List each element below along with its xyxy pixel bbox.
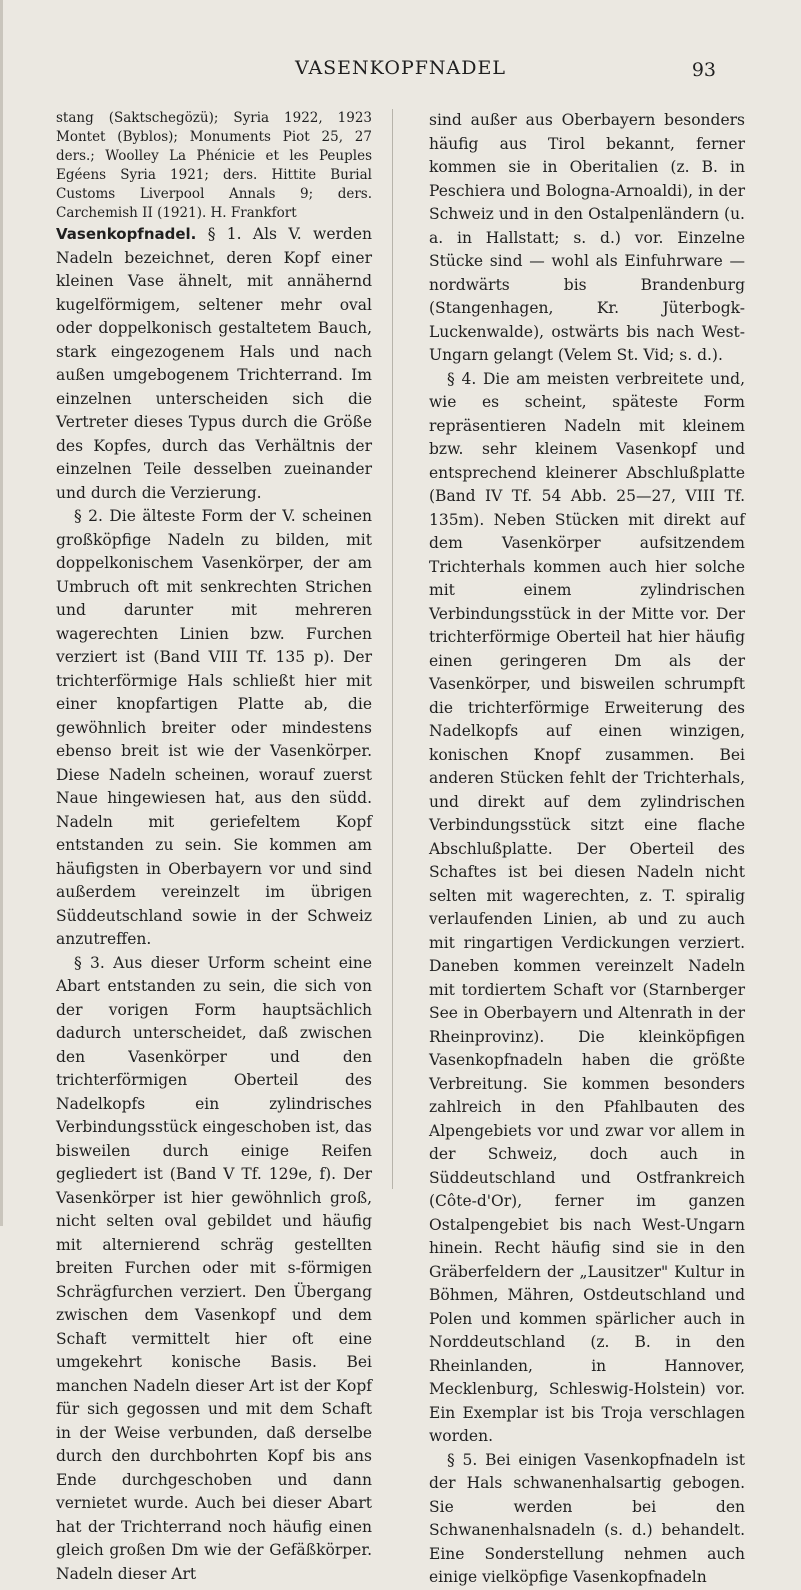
right-column	[429, 109, 745, 1590]
entry-paragraph-1	[56, 223, 372, 505]
column-rule	[392, 109, 393, 1189]
references-continuation: stang (Saktschegözü); Syria 1922, 1923 Montet (Byblos); Monuments Piot 25, 27 ders.; Woolley La Phénicie et les Peuples Egéens Syria 1921; ders. Hittite Burial Customs Liverpool Annals 9; ders. Carchemish II (1921). H. Frankfort	[56, 110, 372, 221]
paragraph-2: § 2. Die älteste Form der V. scheinen großköpfige Nadeln zu bilden, mit doppelkonischem Vasenkörper, der am Umbruch oft mit senkrechten Strichen und darunter mit mehreren wagerechten Linien bzw. Furchen verziert ist (Band VIII Tf. 135 p). Der trichterförmige Hals schließt hier mit einer knopfartigen Platte ab, die gewöhnlich breiter oder mindestens ebenso breit ist wie der Vasenkörper. Diese Nadeln scheinen, worauf zuerst Naue hingewiesen hat, aus den südd. Nadeln mit geriefeltem Kopf entstanden zu sein. Sie kommen am häufigsten in Oberbayern vor und sind außerdem vereinzelt im übrigen Süddeutschland sowie in der Schweiz anzutreffen.	[56, 507, 372, 948]
left-column	[56, 109, 372, 1586]
running-head: VASENKOPFNADEL	[295, 57, 506, 79]
entry-keyword: Vasenkopfnadel.	[56, 225, 197, 243]
paragraph-1-text: § 1. Als V. werden Nadeln bezeichnet, deren Kopf einer kleinen Vase ähnelt, mit annähernd kugelförmigem, seltener mehr oval oder doppelkonisch gestaltetem Bauch, stark eingezogenem Hals und nach außen umgebogenem Trichterrand. Im einzelnen unterscheiden sich die Vertreter dieses Typus durch die Größe des Kopfes, durch das Verhältnis der einzelnen Teile desselben zueinander und durch die Verzierung.	[56, 225, 372, 502]
paragraph-4: § 4. Die am meisten verbreitete und, wie es scheint, späteste Form repräsentieren Nadeln mit kleinem bzw. sehr kleinem Vasenkopf und entsprechend kleinerer Abschlußplatte (Band IV Tf. 54 Abb. 25—27, VIII Tf. 135m). Neben Stücken mit direkt auf dem Vasenkörper aufsitzendem Trichterhals kommen auch hier solche mit einem zylindrischen Verbindungsstück in der Mitte vor. Der trichterförmige Oberteil hat hier häufig einen geringeren Dm als der Vasenkörper, und bisweilen schrumpft die trichterförmige Erweiterung des Nadelkopfs auf einen winzigen, konischen Knopf zusammen. Bei anderen Stücken fehlt der Trichterhals, und direkt auf dem zylindrischen Verbindungsstück sitzt eine flache Abschlußplatte. Der Oberteil des Schaftes ist bei diesen Nadeln nicht selten mit wagerechten, z. T. spiralig verlaufenden Linien, ab und zu auch mit ringartigen Verdickungen verziert. Daneben kommen vereinzelt Nadeln mit tordiertem Schaft vor (Starnberger See in Oberbayern und Altenrath in der Rheinprovinz). Die kleinköpfigen Vasenkopfnadeln haben die größte Verbreitung. Sie kommen besonders zahlreich in den Pfahlbauten des Alpengebiets vor und zwar vor allem in der Schweiz, doch auch in Süddeutschland und Ostfrankreich (Côte-d'Or), ferner im ganzen Ostalpengebiet bis nach West-Ungarn hinein. Recht häufig sind sie in den Gräberfeldern der „Lausitzer" Kultur in Böhmen, Mähren, Ostdeutschland und Polen und kommen spärlicher auch in Norddeutschland (z. B. in den Rheinlanden, in Hannover, Mecklenburg, Schleswig-Holstein) vor. Ein Exemplar ist bis Troja verschlagen worden.	[429, 369, 745, 1445]
page-number: 93	[691, 59, 716, 81]
paragraph-3: § 3. Aus dieser Urform scheint eine Abart entstanden zu sein, die sich von der vorigen Form hauptsächlich dadurch unterscheidet, daß zwischen den Vasenkörper und den trichterförmigen Oberteil des Nadelkopfs ein zylindrisches Verbindungsstück eingeschoben ist, das bisweilen durch einige Reifen gegliedert ist (Band V Tf. 129e, f). Der Vasenkörper ist hier gewöhnlich groß, nicht selten oval gebildet und häufig mit alternierend schräg gestellten breiten Furchen oder mit s-förmigen Schrägfurchen verziert. Den Übergang zwischen dem Vasenkopf und dem Schaft vermittelt hier oft eine umgekehrt konische Basis. Bei manchen Nadeln dieser Art ist der Kopf für sich gegossen und mit dem Schaft in der Weise verbunden, daß derselbe durch den durchbohrten Kopf bis ans Ende durchgeschoben und dann vernietet wurde. Auch bei dieser Abart hat der Trichterrand noch häufig einen gleich großen Dm wie der Gefäßkörper. Nadeln dieser Art	[56, 953, 372, 1583]
paragraph-3-continuation: sind außer aus Oberbayern besonders häufig aus Tirol bekannt, ferner kommen sie in Oberitalien (z. B. in Peschiera und Bologna-Arnoaldi), in der Schweiz und in den Ostalpenländern (u. a. in Hallstatt; s. d.) vor. Einzelne Stücke sind — wohl als Einfuhrware — nordwärts bis Brandenburg (Stangenhagen, Kr. Jüterbogk-Luckenwalde), ostwärts bis nach West-Ungarn gelangt (Velem St. Vid; s. d.).	[429, 111, 745, 364]
paragraph-5: § 5. Bei einigen Vasenkopfnadeln ist der Hals schwanenhalsartig gebogen. Sie werden bei den Schwanenhalsnadeln (s. d.) behandelt. Eine Sonderstellung nehmen auch einige vielköpfige Vasenkopfnadeln	[429, 1450, 745, 1586]
page-header	[0, 57, 801, 85]
page-edge	[0, 0, 3, 1226]
